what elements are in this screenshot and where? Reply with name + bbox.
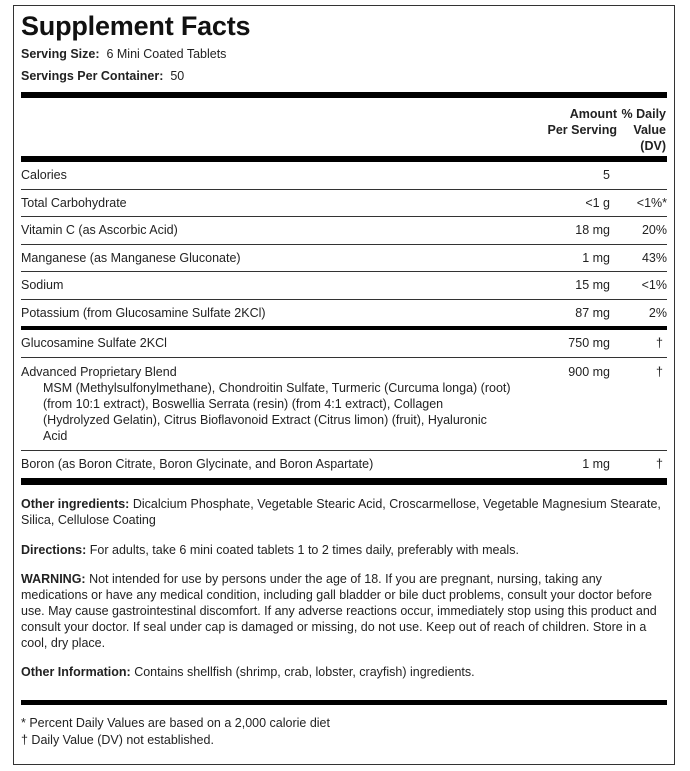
nutrient-name: Total Carbohydrate (21, 195, 127, 210)
amount-header-line1: Amount (569, 107, 617, 121)
nutrient-name: Potassium (from Glucosamine Sulfate 2KCl) (21, 305, 266, 320)
other-ingredients-text: Dicalcium Phosphate, Vegetable Stearic Acid, Croscarmellose, Vegetable Magnesium Stearate, Silica, Cellulose Coating (21, 496, 661, 527)
nutrient-amount: 15 mg (575, 278, 610, 292)
other-information (21, 664, 667, 680)
divider-thick (21, 478, 667, 485)
nutrient-name: Calories (21, 168, 67, 182)
nutrient-amount: <1 g (585, 195, 610, 210)
servings-per-container-label: Servings Per Container: (21, 69, 164, 83)
warning-label: WARNING: (21, 571, 86, 586)
dv-header-line3: (DV) (640, 139, 666, 153)
amount-header-line2: Per Serving (547, 123, 617, 137)
directions-text: For adults, take 6 mini coated tablets 1 to 2 times daily, preferably with meals. (89, 542, 519, 557)
nutrient-name: Boron (as Boron Citrate, Boron Glycinate, and Boron Aspartate) (21, 456, 374, 471)
servings-per-container-value: 50 (170, 69, 185, 83)
footnote-dv-not-established: † Daily Value (DV) not established. (21, 732, 214, 747)
blend-dv: † (656, 364, 663, 379)
nutrient-name: Manganese (as Manganese Gluconate) (21, 250, 241, 265)
nutrient-dv: 2% (648, 305, 667, 320)
nutrient-row (21, 162, 667, 189)
nutrient-table (21, 162, 667, 326)
blend-description: MSM (Methylsulfonylmethane), Chondroitin Sulfate, Turmeric (Curcuma longa) (root) (from 10:1 extract), Boswellia Serrata (resin) (from 4:1 extract), Collagen (Hydrolyzed Gelatin), Citrus Bioflavonoid Extract (Citrus limon) (fruit), Hyaluronic Acid (43, 380, 511, 443)
nutrient-row (21, 300, 667, 327)
directions-label: Directions: (21, 542, 87, 557)
nutrient-row (21, 217, 667, 244)
serving-size-label: Serving Size: (21, 47, 100, 61)
servings-per-container (21, 65, 667, 87)
nutrient-amount: 1 mg (582, 456, 610, 471)
supplement-facts-panel (13, 5, 675, 765)
warning-text: Not intended for use by persons under the age of 18. If you are pregnant, nursing, taking any medications or have any medical condition, including gall bladder or bile duct problems, consult your doctor before use. May cause gastrointestinal discomfort. If any adverse reactions occur, immediately stop using this product and consult your doctor. If seal under cap is damaged or missing, do not use. Keep out of reach of children. Store in a cool, dry place. (21, 571, 657, 650)
serving-size (21, 43, 667, 65)
directions (21, 542, 667, 558)
footnote-percent-dv: * Percent Daily Values are based on a 2,000 calorie diet (21, 715, 330, 730)
dv-header-line2: Value (633, 123, 666, 137)
nutrient-row (21, 272, 667, 299)
nutrient-dv: <1%* (636, 195, 667, 210)
other-ingredients (21, 496, 667, 528)
proprietary-blend-row (21, 358, 667, 450)
nutrient-amount: 750 mg (568, 336, 610, 350)
nutrient-amount: 18 mg (575, 223, 610, 237)
other-ingredients-label: Other ingredients: (21, 496, 130, 511)
nutrient-amount: 87 mg (575, 305, 610, 320)
nutrient-dv: 20% (641, 223, 667, 237)
nutrient-amount: 1 mg (582, 250, 610, 265)
warning (21, 571, 667, 651)
other-information-label: Other Information: (21, 664, 131, 679)
other-nutrient-table (21, 330, 667, 357)
nutrient-dv: 43% (641, 250, 667, 265)
amount-per-serving-header (548, 106, 617, 138)
nutrient-row (21, 330, 667, 357)
nutrient-dv: † (656, 456, 663, 471)
other-information-text: Contains shellfish (shrimp, crab, lobster, crayfish) ingredients. (134, 664, 475, 679)
column-header (21, 98, 667, 156)
nutrient-name: Glucosamine Sulfate 2KCl (21, 336, 167, 350)
blend-amount: 900 mg (568, 364, 610, 379)
boron-row (21, 451, 667, 478)
panel-title: Supplement Facts (21, 11, 251, 41)
blend-name: Advanced Proprietary Blend (21, 364, 177, 379)
nutrient-name: Sodium (21, 278, 64, 292)
nutrient-row (21, 190, 667, 217)
serving-size-value: 6 Mini Coated Tablets (106, 47, 227, 61)
divider-thick (21, 700, 667, 705)
daily-value-header (622, 106, 666, 154)
dv-header-line1: % Daily (621, 107, 666, 121)
nutrient-row (21, 245, 667, 272)
nutrient-dv: <1% (641, 278, 667, 292)
nutrient-amount: 5 (603, 168, 610, 182)
nutrient-dv: † (656, 336, 663, 350)
nutrient-name: Vitamin C (as Ascorbic Acid) (21, 223, 178, 237)
